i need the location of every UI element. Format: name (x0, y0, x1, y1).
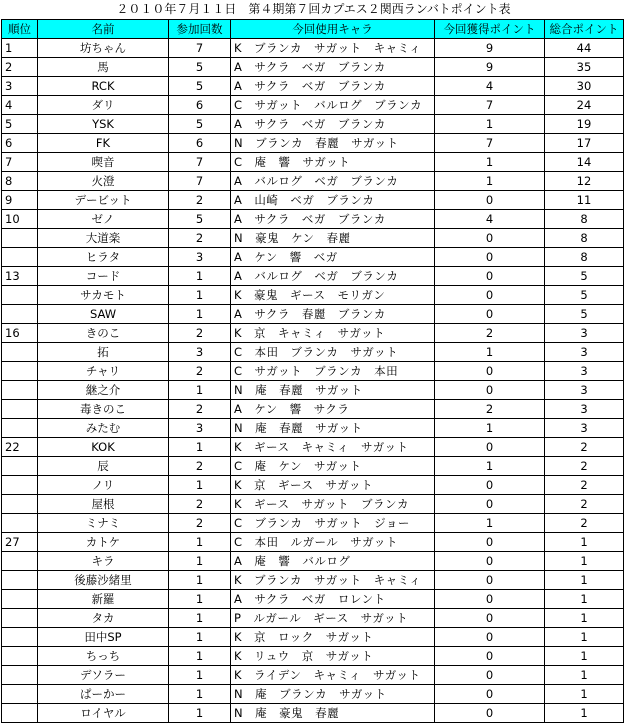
rank-cell: 16 (2, 324, 38, 343)
total-cell: 11 (545, 191, 624, 210)
chars-cell: A サクラ ベガ ブランカ (231, 115, 435, 134)
rank-cell (2, 590, 38, 609)
chars-cell: A ケン 響 ベガ (231, 248, 435, 267)
table-row (2, 153, 624, 172)
name-cell: SAW (38, 305, 169, 324)
name-cell: ダリ (38, 96, 169, 115)
rank-cell (2, 685, 38, 704)
table-row (2, 115, 624, 134)
chars-cell: K 京 ギース サガット (231, 476, 435, 495)
rank-cell: 3 (2, 77, 38, 96)
pts-cell: 4 (435, 210, 545, 229)
count-cell: 7 (169, 153, 231, 172)
table-row (2, 685, 624, 704)
table-row (2, 229, 624, 248)
pts-cell: 0 (435, 362, 545, 381)
table-row (2, 704, 624, 723)
table-row (2, 514, 624, 533)
total-cell: 3 (545, 419, 624, 438)
table-row (2, 210, 624, 229)
name-cell: タカ (38, 609, 169, 628)
table-row (2, 495, 624, 514)
count-cell: 2 (169, 457, 231, 476)
name-cell: 後藤沙緒里 (38, 571, 169, 590)
pts-cell: 1 (435, 419, 545, 438)
total-cell: 35 (545, 58, 624, 77)
pts-cell: 1 (435, 115, 545, 134)
total-cell: 2 (545, 476, 624, 495)
name-cell: デソラー (38, 666, 169, 685)
pts-cell: 0 (435, 191, 545, 210)
name-cell: 坊ちゃん (38, 39, 169, 58)
rank-cell (2, 419, 38, 438)
total-cell: 2 (545, 514, 624, 533)
header-points: 今回獲得ポイント (435, 20, 545, 39)
rank-cell: 22 (2, 438, 38, 457)
name-cell: RCK (38, 77, 169, 96)
total-cell: 30 (545, 77, 624, 96)
count-cell: 7 (169, 172, 231, 191)
rank-cell (2, 286, 38, 305)
rank-cell: 4 (2, 96, 38, 115)
chars-cell: N 庵 春麗 サガット (231, 381, 435, 400)
pts-cell: 0 (435, 533, 545, 552)
chars-cell: N 庵 春麗 サガット (231, 419, 435, 438)
total-cell: 3 (545, 400, 624, 419)
chars-cell: K ブランカ サガット キャミィ (231, 39, 435, 58)
table-row (2, 39, 624, 58)
total-cell: 5 (545, 267, 624, 286)
count-cell: 1 (169, 609, 231, 628)
count-cell: 5 (169, 77, 231, 96)
rank-cell: 1 (2, 39, 38, 58)
table-row (2, 286, 624, 305)
count-cell: 2 (169, 400, 231, 419)
chars-cell: N 豪鬼 ケン 春麗 (231, 229, 435, 248)
pts-cell: 0 (435, 571, 545, 590)
pts-cell: 9 (435, 39, 545, 58)
rank-cell (2, 248, 38, 267)
rank-cell (2, 476, 38, 495)
table-row (2, 324, 624, 343)
name-cell: 屋根 (38, 495, 169, 514)
count-cell: 5 (169, 58, 231, 77)
chars-cell: N 庵 ブランカ サガット (231, 685, 435, 704)
pts-cell: 2 (435, 324, 545, 343)
name-cell: ちっち (38, 647, 169, 666)
table-row (2, 134, 624, 153)
count-cell: 5 (169, 115, 231, 134)
chars-cell: K 京 キャミィ サガット (231, 324, 435, 343)
header-rank: 順位 (2, 20, 38, 39)
name-cell: 辰 (38, 457, 169, 476)
total-cell: 1 (545, 628, 624, 647)
rank-cell (2, 305, 38, 324)
chars-cell: A ケン 響 サクラ (231, 400, 435, 419)
name-cell: 火澄 (38, 172, 169, 191)
name-cell: ゼノ (38, 210, 169, 229)
name-cell: チャリ (38, 362, 169, 381)
table-row (2, 628, 624, 647)
table-row (2, 248, 624, 267)
chars-cell: A バルログ ベガ ブランカ (231, 267, 435, 286)
total-cell: 8 (545, 210, 624, 229)
count-cell: 1 (169, 476, 231, 495)
count-cell: 1 (169, 571, 231, 590)
table-row (2, 400, 624, 419)
table-row (2, 96, 624, 115)
name-cell: きのこ (38, 324, 169, 343)
total-cell: 3 (545, 343, 624, 362)
rank-cell (2, 229, 38, 248)
chars-cell: A サクラ 春麗 ブランカ (231, 305, 435, 324)
pts-cell: 0 (435, 647, 545, 666)
pts-cell: 0 (435, 248, 545, 267)
total-cell: 1 (545, 533, 624, 552)
name-cell: ぱーかー (38, 685, 169, 704)
count-cell: 2 (169, 191, 231, 210)
total-cell: 2 (545, 495, 624, 514)
table-row (2, 267, 624, 286)
name-cell: YSK (38, 115, 169, 134)
pts-cell: 0 (435, 267, 545, 286)
count-cell: 2 (169, 514, 231, 533)
pts-cell: 9 (435, 58, 545, 77)
pts-cell: 0 (435, 286, 545, 305)
count-cell: 2 (169, 362, 231, 381)
pts-cell: 0 (435, 590, 545, 609)
pts-cell: 7 (435, 96, 545, 115)
rank-cell (2, 609, 38, 628)
total-cell: 3 (545, 362, 624, 381)
rank-cell (2, 514, 38, 533)
chars-cell: C 庵 響 サガット (231, 153, 435, 172)
name-cell: 新羅 (38, 590, 169, 609)
pts-cell: 0 (435, 609, 545, 628)
name-cell: ミナミ (38, 514, 169, 533)
chars-cell: A サクラ ベガ ブランカ (231, 77, 435, 96)
name-cell: ヒラタ (38, 248, 169, 267)
count-cell: 6 (169, 134, 231, 153)
rank-cell (2, 400, 38, 419)
name-cell: ロイヤル (38, 704, 169, 723)
pts-cell: 1 (435, 172, 545, 191)
total-cell: 5 (545, 286, 624, 305)
pts-cell: 0 (435, 438, 545, 457)
count-cell: 3 (169, 343, 231, 362)
total-cell: 2 (545, 457, 624, 476)
header-chars: 今回使用キャラ (231, 20, 435, 39)
rank-cell (2, 704, 38, 723)
pts-cell: 0 (435, 666, 545, 685)
total-cell: 14 (545, 153, 624, 172)
count-cell: 1 (169, 305, 231, 324)
total-cell: 1 (545, 666, 624, 685)
total-cell: 1 (545, 609, 624, 628)
pts-cell: 0 (435, 685, 545, 704)
pts-cell: 0 (435, 229, 545, 248)
chars-cell: K ギース キャミィ サガット (231, 438, 435, 457)
chars-cell: A 庵 響 バルログ (231, 552, 435, 571)
name-cell: 継之介 (38, 381, 169, 400)
table-row (2, 571, 624, 590)
count-cell: 1 (169, 685, 231, 704)
pts-cell: 0 (435, 381, 545, 400)
rank-cell: 7 (2, 153, 38, 172)
pts-cell: 1 (435, 457, 545, 476)
count-cell: 7 (169, 39, 231, 58)
chars-cell: C サガット バルログ ブランカ (231, 96, 435, 115)
name-cell: コード (38, 267, 169, 286)
table-row (2, 438, 624, 457)
total-cell: 44 (545, 39, 624, 58)
total-cell: 1 (545, 685, 624, 704)
chars-cell: A 山崎 ベガ ブランカ (231, 191, 435, 210)
name-cell: KOK (38, 438, 169, 457)
header-name: 名前 (38, 20, 169, 39)
chars-cell: C ブランカ サガット ジョー (231, 514, 435, 533)
name-cell: みたむ (38, 419, 169, 438)
pts-cell: 0 (435, 495, 545, 514)
count-cell: 2 (169, 229, 231, 248)
table-row (2, 552, 624, 571)
name-cell: 毒きのこ (38, 400, 169, 419)
chars-cell: K ブランカ サガット キャミィ (231, 571, 435, 590)
chars-cell: C 本田 ルガール サガット (231, 533, 435, 552)
rank-cell (2, 495, 38, 514)
count-cell: 1 (169, 381, 231, 400)
total-cell: 12 (545, 172, 624, 191)
table-row (2, 590, 624, 609)
pts-cell: 7 (435, 134, 545, 153)
total-cell: 1 (545, 647, 624, 666)
rank-cell (2, 666, 38, 685)
chars-cell: N 庵 豪鬼 春麗 (231, 704, 435, 723)
total-cell: 1 (545, 590, 624, 609)
table-row (2, 666, 624, 685)
pts-cell: 0 (435, 704, 545, 723)
rank-cell (2, 457, 38, 476)
table-row (2, 381, 624, 400)
name-cell: FK (38, 134, 169, 153)
rank-cell (2, 362, 38, 381)
count-cell: 3 (169, 419, 231, 438)
table-row (2, 457, 624, 476)
sheet-title: ２０１０年７月１１日 第４期第７回カプエス２関西ランバトポイント表 (116, 2, 511, 16)
total-cell: 1 (545, 552, 624, 571)
table-row (2, 305, 624, 324)
table-row (2, 609, 624, 628)
total-cell: 1 (545, 704, 624, 723)
pts-cell: 0 (435, 628, 545, 647)
table-row (2, 476, 624, 495)
table-row (2, 191, 624, 210)
header-count: 参加回数 (169, 20, 231, 39)
chars-cell: C サガット ブランカ 本田 (231, 362, 435, 381)
count-cell: 1 (169, 552, 231, 571)
header-total: 総合ポイント (545, 20, 624, 39)
name-cell: ノリ (38, 476, 169, 495)
total-cell: 3 (545, 381, 624, 400)
count-cell: 1 (169, 647, 231, 666)
name-cell: 喫音 (38, 153, 169, 172)
name-cell: 田中SP (38, 628, 169, 647)
rank-cell: 6 (2, 134, 38, 153)
table-row (2, 647, 624, 666)
total-cell: 2 (545, 438, 624, 457)
chars-cell: K ライデン キャミィ サガット (231, 666, 435, 685)
count-cell: 5 (169, 210, 231, 229)
chars-cell: C 本田 ブランカ サガット (231, 343, 435, 362)
total-cell: 5 (545, 305, 624, 324)
chars-cell: K ギース サガット ブランカ (231, 495, 435, 514)
chars-cell: N ブランカ 春麗 サガット (231, 134, 435, 153)
total-cell: 8 (545, 229, 624, 248)
rank-cell: 2 (2, 58, 38, 77)
rank-cell (2, 571, 38, 590)
count-cell: 1 (169, 628, 231, 647)
pts-cell: 2 (435, 400, 545, 419)
count-cell: 3 (169, 248, 231, 267)
name-cell: 大道楽 (38, 229, 169, 248)
rank-cell (2, 343, 38, 362)
count-cell: 1 (169, 666, 231, 685)
rank-cell (2, 647, 38, 666)
count-cell: 1 (169, 590, 231, 609)
chars-cell: A サクラ ベガ ロレント (231, 590, 435, 609)
chars-cell: K 豪鬼 ギース モリガン (231, 286, 435, 305)
table-row (2, 533, 624, 552)
rank-cell: 5 (2, 115, 38, 134)
total-cell: 19 (545, 115, 624, 134)
count-cell: 1 (169, 286, 231, 305)
table-row (2, 172, 624, 191)
pts-cell: 0 (435, 305, 545, 324)
name-cell: デービット (38, 191, 169, 210)
points-table (1, 19, 624, 723)
total-cell: 1 (545, 571, 624, 590)
table-row (2, 343, 624, 362)
name-cell: 馬 (38, 58, 169, 77)
name-cell: キラ (38, 552, 169, 571)
rank-cell (2, 628, 38, 647)
rank-cell (2, 381, 38, 400)
count-cell: 1 (169, 704, 231, 723)
table-row (2, 58, 624, 77)
total-cell: 24 (545, 96, 624, 115)
pts-cell: 1 (435, 343, 545, 362)
header-row (2, 20, 624, 39)
total-cell: 3 (545, 324, 624, 343)
name-cell: 拓 (38, 343, 169, 362)
chars-cell: K リュウ 京 サガット (231, 647, 435, 666)
chars-cell: A サクラ ベガ ブランカ (231, 58, 435, 77)
pts-cell: 0 (435, 552, 545, 571)
count-cell: 1 (169, 438, 231, 457)
table-row (2, 362, 624, 381)
rank-cell: 13 (2, 267, 38, 286)
count-cell: 1 (169, 267, 231, 286)
table-row (2, 77, 624, 96)
count-cell: 2 (169, 495, 231, 514)
pts-cell: 1 (435, 514, 545, 533)
pts-cell: 1 (435, 153, 545, 172)
total-cell: 17 (545, 134, 624, 153)
total-cell: 8 (545, 248, 624, 267)
pts-cell: 4 (435, 77, 545, 96)
chars-cell: P ルガール ギース サガット (231, 609, 435, 628)
count-cell: 1 (169, 533, 231, 552)
chars-cell: C 庵 ケン サガット (231, 457, 435, 476)
rank-cell: 10 (2, 210, 38, 229)
rank-cell: 27 (2, 533, 38, 552)
name-cell: カトケ (38, 533, 169, 552)
name-cell: サカモト (38, 286, 169, 305)
chars-cell: A サクラ ベガ ブランカ (231, 210, 435, 229)
rank-cell (2, 552, 38, 571)
count-cell: 6 (169, 96, 231, 115)
rank-cell: 8 (2, 172, 38, 191)
count-cell: 2 (169, 324, 231, 343)
chars-cell: K 京 ロック サガット (231, 628, 435, 647)
rank-cell: 9 (2, 191, 38, 210)
pts-cell: 0 (435, 476, 545, 495)
table-row (2, 419, 624, 438)
chars-cell: A バルログ ベガ ブランカ (231, 172, 435, 191)
